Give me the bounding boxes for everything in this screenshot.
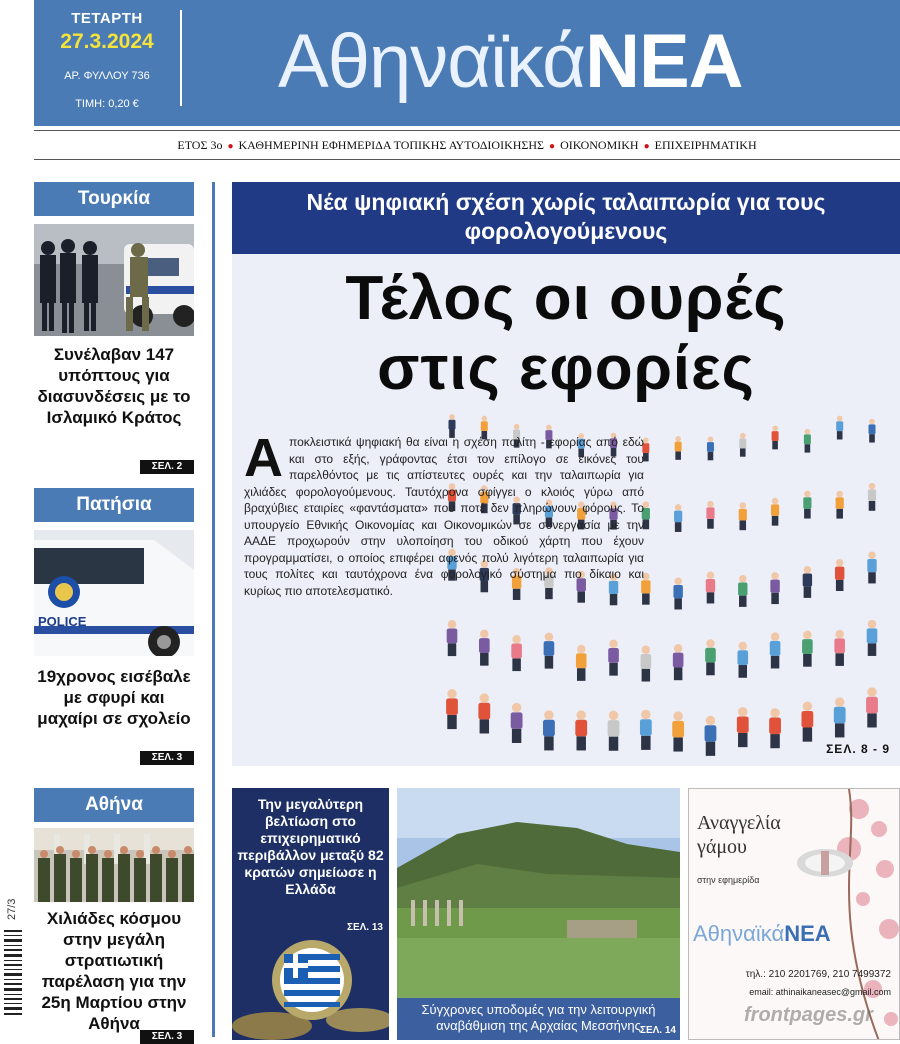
main-story-kicker	[232, 182, 900, 254]
page-ref-economy: ΣΕΛ. 13	[346, 922, 383, 933]
person-figure	[608, 640, 619, 676]
person-figure	[803, 491, 811, 519]
masthead-info	[34, 0, 180, 126]
tagline-item: ΟΙΚΟΝΟΜΙΚΗ	[560, 138, 639, 152]
person-figure	[511, 635, 522, 671]
ad-logo	[693, 921, 831, 947]
tagline-item: ΕΠΙΧΕΙΡΗΜΑΤΙΚΗ	[654, 138, 757, 152]
section-header-turkey[interactable]: Τουρκία	[34, 182, 194, 216]
person-figure	[834, 697, 846, 737]
person-figure	[803, 566, 812, 598]
wedding-ad[interactable]	[688, 788, 900, 1040]
police-photo[interactable]	[34, 224, 194, 336]
person-figure	[770, 572, 779, 604]
side-date: 27/3	[6, 898, 18, 920]
person-figure	[867, 620, 878, 656]
person-figure	[737, 642, 748, 678]
person-figure	[770, 632, 781, 668]
drop-cap: Α	[244, 428, 283, 488]
section-header-patisia[interactable]: Πατήσια	[34, 488, 194, 522]
main-story-body	[244, 428, 644, 599]
person-figure	[673, 644, 684, 680]
logo-light-text: Αθηναϊκά	[278, 19, 586, 104]
page-ref-main: ΣΕΛ. 8 - 9	[826, 742, 890, 756]
issue-day: ΤΕΤΑΡΤΗ	[71, 10, 143, 27]
story-title-turkey[interactable]: Συνέλαβαν 147 υπόπτους για διασυνδέσεις με το Ισλαμικό Κράτος	[37, 345, 191, 427]
person-figure	[866, 687, 878, 727]
person-figure	[608, 711, 620, 751]
tagline-item: ΚΑΘΗΜΕΡΙΝΗ ΕΦΗΜΕΡΙΔΑ ΤΟΠΙΚΗΣ ΑΥΤΟΔΙΟΙΚΗΣΗΣ	[238, 138, 545, 152]
person-figure	[641, 645, 652, 681]
person-figure	[737, 707, 749, 747]
person-figure	[802, 631, 813, 667]
person-figure	[575, 710, 587, 750]
person-figure	[673, 578, 682, 610]
person-figure	[446, 689, 458, 729]
page-ref-patisia: ΣΕΛ. 3	[140, 751, 194, 765]
tagline-item: ΕΤΟΣ 3ο	[177, 138, 223, 152]
person-figure	[705, 639, 716, 675]
person-figure	[544, 633, 555, 669]
page-ref-athens: ΣΕΛ. 3	[140, 1030, 194, 1044]
story-title-patisia[interactable]: 19χρονος εισέβαλε με σφυρί και μαχαίρι σε σχολείο	[37, 667, 191, 728]
person-figure	[674, 504, 682, 532]
person-figure	[836, 491, 844, 519]
person-figure	[772, 426, 779, 450]
tagline	[34, 130, 900, 160]
person-figure	[867, 551, 876, 583]
coins-illustration	[232, 934, 389, 1040]
police-car-label: POLICE	[38, 614, 87, 629]
person-figure	[707, 436, 714, 460]
ad-title: Αναγγελία γάμου	[697, 812, 781, 858]
main-story[interactable]	[232, 182, 900, 766]
person-figure	[836, 416, 843, 440]
ad-logo-bold: ΝΕΑ	[784, 921, 831, 946]
headline-line-1: Τέλος οι ουρές	[345, 264, 787, 333]
barcode-icon	[4, 870, 22, 1020]
person-figure	[447, 620, 458, 656]
police-car-photo[interactable]	[34, 530, 194, 656]
person-figure	[771, 498, 779, 526]
parade-photo[interactable]	[34, 828, 194, 902]
ad-logo-light: Αθηναϊκά	[693, 921, 785, 946]
ad-email[interactable]: email: athinaikaneasec@gmail.com	[749, 987, 891, 997]
newspaper-logo[interactable]	[278, 14, 743, 110]
person-figure	[869, 419, 876, 443]
story-title-athens[interactable]: Χιλιάδες κόσμου στην μεγάλη στρατιωτική παρέλαση για την 25η Μαρτίου στην Αθήνα	[41, 909, 187, 1033]
person-figure	[478, 693, 490, 733]
section-header-athens[interactable]: Αθήνα	[34, 788, 194, 822]
person-figure	[705, 716, 717, 756]
person-figure	[739, 433, 746, 457]
person-figure	[576, 645, 587, 681]
issue-price: ΤΙΜΗ: 0,20 €	[75, 98, 139, 110]
person-figure	[706, 572, 715, 604]
person-figure	[868, 483, 876, 511]
economy-story[interactable]	[232, 788, 389, 1040]
masthead-divider	[180, 10, 182, 106]
page-ref-turkey: ΣΕΛ. 2	[140, 460, 194, 474]
person-figure	[834, 630, 845, 666]
person-figure	[738, 575, 747, 607]
person-figure	[543, 710, 555, 750]
person-figure	[672, 711, 684, 751]
messini-story[interactable]	[397, 788, 680, 1040]
person-figure	[835, 559, 844, 591]
person-figure	[675, 436, 682, 460]
person-figure	[801, 702, 813, 742]
person-figure	[769, 708, 781, 748]
masthead	[34, 0, 900, 126]
issue-date: 27.3.2024	[60, 30, 154, 53]
main-headline[interactable]	[232, 264, 900, 404]
bullet-icon: ●	[643, 141, 650, 152]
headline-line-2: στις εφορίες	[377, 334, 755, 403]
person-figure	[511, 703, 523, 743]
person-figure	[804, 429, 811, 453]
ad-phone[interactable]: τηλ.: 210 2201769, 210 7499372	[745, 969, 891, 980]
photo-caption: Σύγχρονες υποδομές για την λειτουργική αναβάθμιση της Αρχαίας Μεσσήνης	[397, 998, 680, 1040]
bullet-icon: ●	[227, 141, 234, 152]
column-divider	[212, 182, 215, 1037]
person-figure	[479, 630, 490, 666]
ad-subtitle: στην εφημερίδα	[697, 875, 760, 885]
page-ref-messini: ΣΕΛ. 14	[639, 1025, 676, 1036]
person-figure	[640, 710, 652, 750]
person-figure	[739, 502, 747, 530]
kicker-text: Νέα ψηφιακή σχέση χωρίς ταλαιπωρία για τους φορολογούμενους	[306, 189, 826, 244]
watermark: frontpages.gr	[744, 1004, 873, 1026]
person-figure	[706, 501, 714, 529]
logo-bold-text: ΝΕΑ	[585, 19, 743, 104]
body-text: ποκλειστικά ψηφιακή θα είναι η σχέση πολίτη - εφορίας από εδώ και στο εξής, γράφοντας έτσι τον επίλογο σε εικόνες του παρελθόντος με τις απίστευτες ουρές και την ταλαιπωρία για χιλιάδες φορολογούμενους. Ταυτόχρονα σφίγγει ο κλοιός γύρω από βραχύβιες εταιρίες «φαντάσματα» που ποτέ δεν πληρώνουν φόρους. Το υπουργείο Εθνικής Οικονομίας και Οικονομικών σε συνεργασία με την ΑΑΔΕ προχωρούν στην υλοποίηση του οδικού χάρτη που έχουν προγραμματίσει, ο οποίος επιφέρει αφενός πολύ λιγότερη ταλαιπωρία για τους πολίτες και ταυτόχρονα ένα φορολογικό σύστημα πιο δίκαιο και κυρίως πιο αποτελεσματικό.	[244, 435, 644, 598]
economy-text: Την μεγαλύτερη βελτίωση στο επιχειρηματικό περιβάλλον μεταξύ 82 κρατών σημείωσε η Ελλάδα	[237, 796, 384, 897]
issue-number: ΑΡ. ΦΥΛΛΟΥ 736	[64, 70, 150, 82]
bullet-icon: ●	[549, 141, 556, 152]
newspaper-roll-icon	[795, 845, 855, 881]
